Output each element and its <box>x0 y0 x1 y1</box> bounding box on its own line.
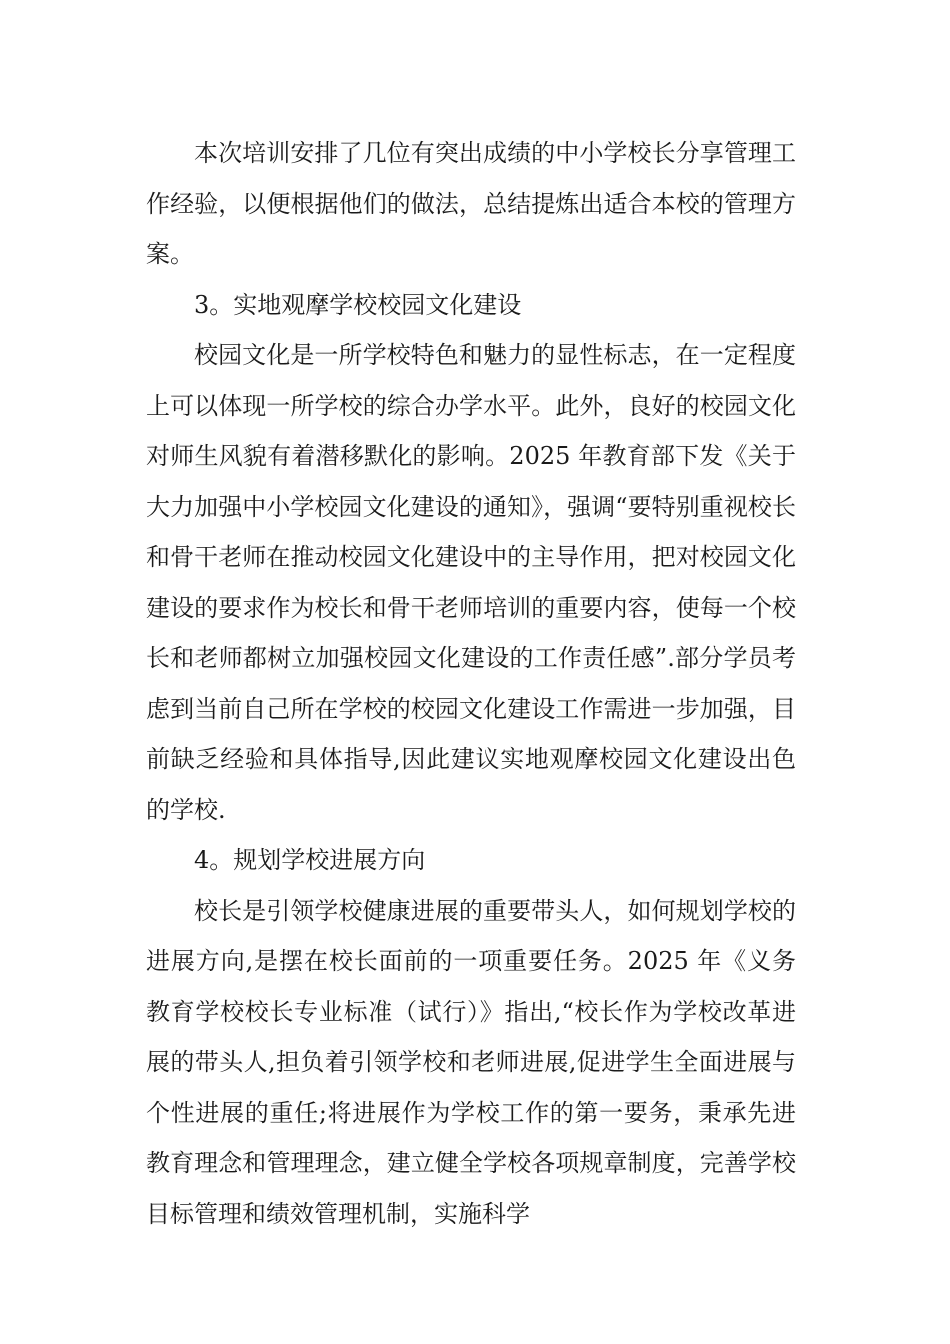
paragraph-campus-culture: 校园文化是一所学校特色和魅力的显性标志，在一定程度上可以体现一所学校的综合办学水平。此外，良好的校园文化对师生风貌有着潜移默化的影响。2025 年教育部下发《关于大力加强中小学校园文化建设的通知》，强调“要特别重视校长和骨干老师在推动校园文化建设中的主导作用，把对校园文化建设的要求作为校长和骨干老师培训的重要内容，使每一个校长和老师都树立加强校园文化建设的工作责任感”.部分学员考虑到当前自己所在学校的校园文化建设工作需进一步加强，目前缺乏经验和具体指导,因此建议实地观摩校园文化建设出色的学校. <box>146 341 796 824</box>
paragraph-training-arrangement: 本次培训安排了几位有突出成绩的中小学校长分享管理工作经验，以便根据他们的做法，总结提炼出适合本校的管理方案。 <box>146 139 796 268</box>
paragraph-school-development: 校长是引领学校健康进展的重要带头人，如何规划学校的进展方向,是摆在校长面前的一项重要任务。2025 年《义务教育学校校长专业标准（试行）》指出,“校长作为学校改革进展的带头人,担负着引领学校和老师进展,促进学生全面进展与个性进展的重任;将进展作为学校工作的第一要务，秉承先进教育理念和管理理念，建立健全学校各项规章制度，完善学校目标管理和绩效管理机制，实施科学 <box>146 896 796 1228</box>
section-heading-school-development: 4。规划学校进展方向 <box>194 846 426 874</box>
section-heading-campus-culture: 3。实地观摩学校校园文化建设 <box>194 290 522 319</box>
document-body <box>146 128 796 1239</box>
